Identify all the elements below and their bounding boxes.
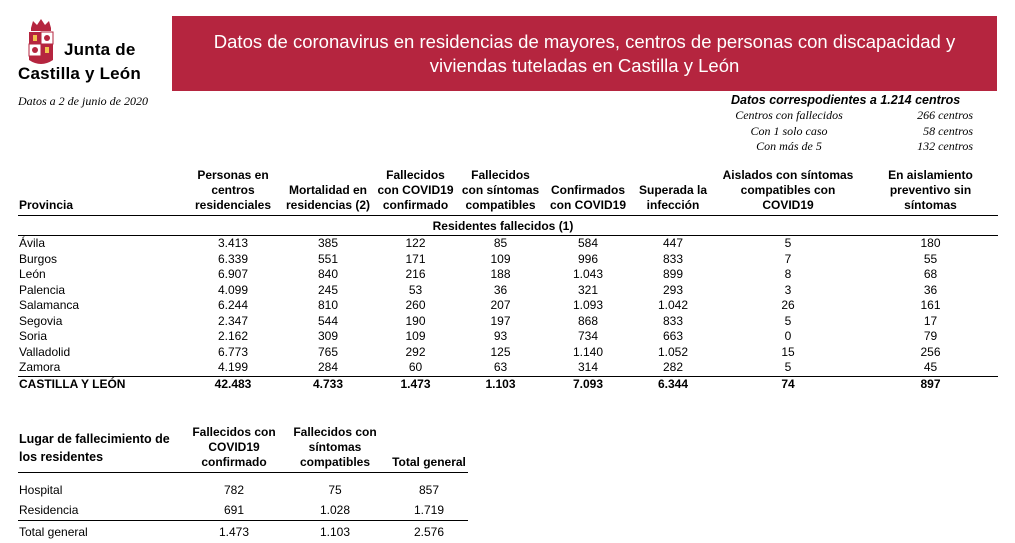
table-cell: 996 <box>543 252 633 268</box>
centros-row-label: Con más de 5 <box>725 139 853 155</box>
table-header-row <box>18 425 468 473</box>
row-label: Segovia <box>18 314 183 330</box>
column-header: Total general <box>390 425 468 473</box>
table-cell: 122 <box>373 236 458 252</box>
table-cell: 6.339 <box>183 252 283 268</box>
table-cell: 810 <box>283 298 373 314</box>
table-row <box>18 236 998 252</box>
column-header: Fallecidos con síntomas compatibles <box>280 425 390 473</box>
table-cell: 544 <box>283 314 373 330</box>
table-cell: 899 <box>633 267 713 283</box>
table-row <box>18 314 998 330</box>
table-cell: 292 <box>373 345 458 361</box>
column-header: Confirmados con COVID19 <box>543 168 633 216</box>
table-row <box>18 298 998 314</box>
table-cell: 1.042 <box>633 298 713 314</box>
title-banner <box>172 16 997 91</box>
table-cell: 447 <box>633 236 713 252</box>
total-cell: 1.103 <box>458 376 543 392</box>
table-cell: 26 <box>713 298 863 314</box>
table-cell: 1.043 <box>543 267 633 283</box>
centros-row <box>725 124 985 140</box>
table-cell: 868 <box>543 314 633 330</box>
table-cell: 3 <box>713 283 863 299</box>
table-header-row <box>18 168 998 216</box>
table-cell: 1.028 <box>280 500 390 521</box>
centros-title: Datos correspodientes a 1.214 centros <box>731 93 985 107</box>
table-cell: 857 <box>390 480 468 500</box>
table-cell: 207 <box>458 298 543 314</box>
centros-summary <box>725 93 985 155</box>
centros-row-value: 58 centros <box>853 124 973 140</box>
centros-row-value: 132 centros <box>853 139 973 155</box>
table-cell: 68 <box>863 267 998 283</box>
centros-row <box>725 139 985 155</box>
table-cell: 260 <box>373 298 458 314</box>
table-row <box>18 500 468 521</box>
table-cell: 551 <box>283 252 373 268</box>
table-cell: 282 <box>633 360 713 376</box>
column-header: En aislamiento preventivo sin síntomas <box>863 168 998 216</box>
table-cell: 161 <box>863 298 998 314</box>
table-cell: 5 <box>713 314 863 330</box>
table-cell: 1.093 <box>543 298 633 314</box>
table-cell: 55 <box>863 252 998 268</box>
table-row <box>18 480 468 500</box>
table-cell: 125 <box>458 345 543 361</box>
table-cell: 1.719 <box>390 500 468 521</box>
table-cell: 180 <box>863 236 998 252</box>
table-cell: 63 <box>458 360 543 376</box>
table-cell: 45 <box>863 360 998 376</box>
table-cell: 734 <box>543 329 633 345</box>
column-header: Lugar de fallecimiento de los residentes <box>18 425 188 473</box>
table-cell: 321 <box>543 283 633 299</box>
table-cell: 5 <box>713 360 863 376</box>
table-cell: 171 <box>373 252 458 268</box>
total-label: Total general <box>18 521 188 543</box>
table-cell: 17 <box>863 314 998 330</box>
total-row <box>18 376 998 392</box>
table-cell: 245 <box>283 283 373 299</box>
total-label: CASTILLA Y LEÓN <box>18 376 183 392</box>
total-cell: 1.103 <box>280 521 390 543</box>
table-cell: 584 <box>543 236 633 252</box>
column-header: Fallecidos con síntomas compatibles <box>458 168 543 216</box>
table-cell: 309 <box>283 329 373 345</box>
table-cell: 85 <box>458 236 543 252</box>
table-cell: 36 <box>863 283 998 299</box>
centros-row-label: Centros con fallecidos <box>725 108 853 124</box>
table-cell: 6.907 <box>183 267 283 283</box>
column-header: Personas en centros residenciales <box>183 168 283 216</box>
total-cell: 6.344 <box>633 376 713 392</box>
table-row <box>18 360 998 376</box>
table-cell: 75 <box>280 480 390 500</box>
table-row <box>18 345 998 361</box>
date-line: Datos a 2 de junio de 2020 <box>18 94 148 109</box>
table-cell: 5 <box>713 236 863 252</box>
table-cell: 60 <box>373 360 458 376</box>
table-cell: 6.244 <box>183 298 283 314</box>
table-cell: 256 <box>863 345 998 361</box>
table-cell: 197 <box>458 314 543 330</box>
table-cell: 188 <box>458 267 543 283</box>
centros-row-label: Con 1 solo caso <box>725 124 853 140</box>
total-cell: 7.093 <box>543 376 633 392</box>
table-cell: 691 <box>188 500 280 521</box>
table-cell: 833 <box>633 252 713 268</box>
table-cell: 93 <box>458 329 543 345</box>
table-cell: 765 <box>283 345 373 361</box>
total-cell: 1.473 <box>188 521 280 543</box>
logo <box>18 18 168 90</box>
total-cell: 2.576 <box>390 521 468 543</box>
table-cell: 109 <box>373 329 458 345</box>
table-cell: 6.773 <box>183 345 283 361</box>
row-label: Hospital <box>18 480 188 500</box>
table-cell: 663 <box>633 329 713 345</box>
table-cell: 2.162 <box>183 329 283 345</box>
table-row <box>18 283 998 299</box>
row-label: Palencia <box>18 283 183 299</box>
table-cell: 7 <box>713 252 863 268</box>
row-label: Valladolid <box>18 345 183 361</box>
table-cell: 293 <box>633 283 713 299</box>
province-table <box>18 168 998 392</box>
table-cell: 4.099 <box>183 283 283 299</box>
column-header: Fallecidos con COVID19 confirmado <box>188 425 280 473</box>
table-cell: 0 <box>713 329 863 345</box>
table-row <box>18 329 998 345</box>
table-cell: 216 <box>373 267 458 283</box>
table-cell: 2.347 <box>183 314 283 330</box>
column-header: Provincia <box>18 168 183 216</box>
table-cell: 385 <box>283 236 373 252</box>
logo-text-line1: Junta de <box>64 40 136 60</box>
table-cell: 15 <box>713 345 863 361</box>
table-cell: 8 <box>713 267 863 283</box>
table-cell: 3.413 <box>183 236 283 252</box>
table-cell: 36 <box>458 283 543 299</box>
table-cell: 109 <box>458 252 543 268</box>
row-label: Ávila <box>18 236 183 252</box>
table-cell: 782 <box>188 480 280 500</box>
row-label: Soria <box>18 329 183 345</box>
centros-row <box>725 108 985 124</box>
table-cell: 1.140 <box>543 345 633 361</box>
table-cell: 314 <box>543 360 633 376</box>
table-cell: 284 <box>283 360 373 376</box>
total-cell: 74 <box>713 376 863 392</box>
table-subheader-row <box>18 216 998 236</box>
row-label: León <box>18 267 183 283</box>
residentes-fallecidos-subheader: Residentes fallecidos (1) <box>373 216 633 236</box>
logo-text-line2: Castilla y León <box>18 64 141 84</box>
table-cell: 4.199 <box>183 360 283 376</box>
table-cell: 79 <box>863 329 998 345</box>
column-header: Fallecidos con COVID19 confirmado <box>373 168 458 216</box>
table-cell: 190 <box>373 314 458 330</box>
row-label: Salamanca <box>18 298 183 314</box>
banner-title: Datos de coronavirus en residencias de mayores, centros de personas con discapacidad y viviendas tuteladas en Castilla y León <box>190 30 980 78</box>
total-cell: 4.733 <box>283 376 373 392</box>
total-row <box>18 521 468 543</box>
coat-of-arms-icon <box>26 18 56 68</box>
column-header: Superada la infección <box>633 168 713 216</box>
row-label: Zamora <box>18 360 183 376</box>
centros-row-value: 266 centros <box>853 108 973 124</box>
table-row <box>18 252 998 268</box>
table-cell: 840 <box>283 267 373 283</box>
table-cell: 1.052 <box>633 345 713 361</box>
place-of-death-table <box>18 425 468 543</box>
total-cell: 897 <box>863 376 998 392</box>
column-header: Mortalidad en residencias (2) <box>283 168 373 216</box>
total-cell: 1.473 <box>373 376 458 392</box>
row-label: Burgos <box>18 252 183 268</box>
column-header: Aislados con síntomas compatibles con COVID19 <box>713 168 863 216</box>
table-cell: 53 <box>373 283 458 299</box>
row-label: Residencia <box>18 500 188 521</box>
table-cell: 833 <box>633 314 713 330</box>
table-row <box>18 267 998 283</box>
total-cell: 42.483 <box>183 376 283 392</box>
